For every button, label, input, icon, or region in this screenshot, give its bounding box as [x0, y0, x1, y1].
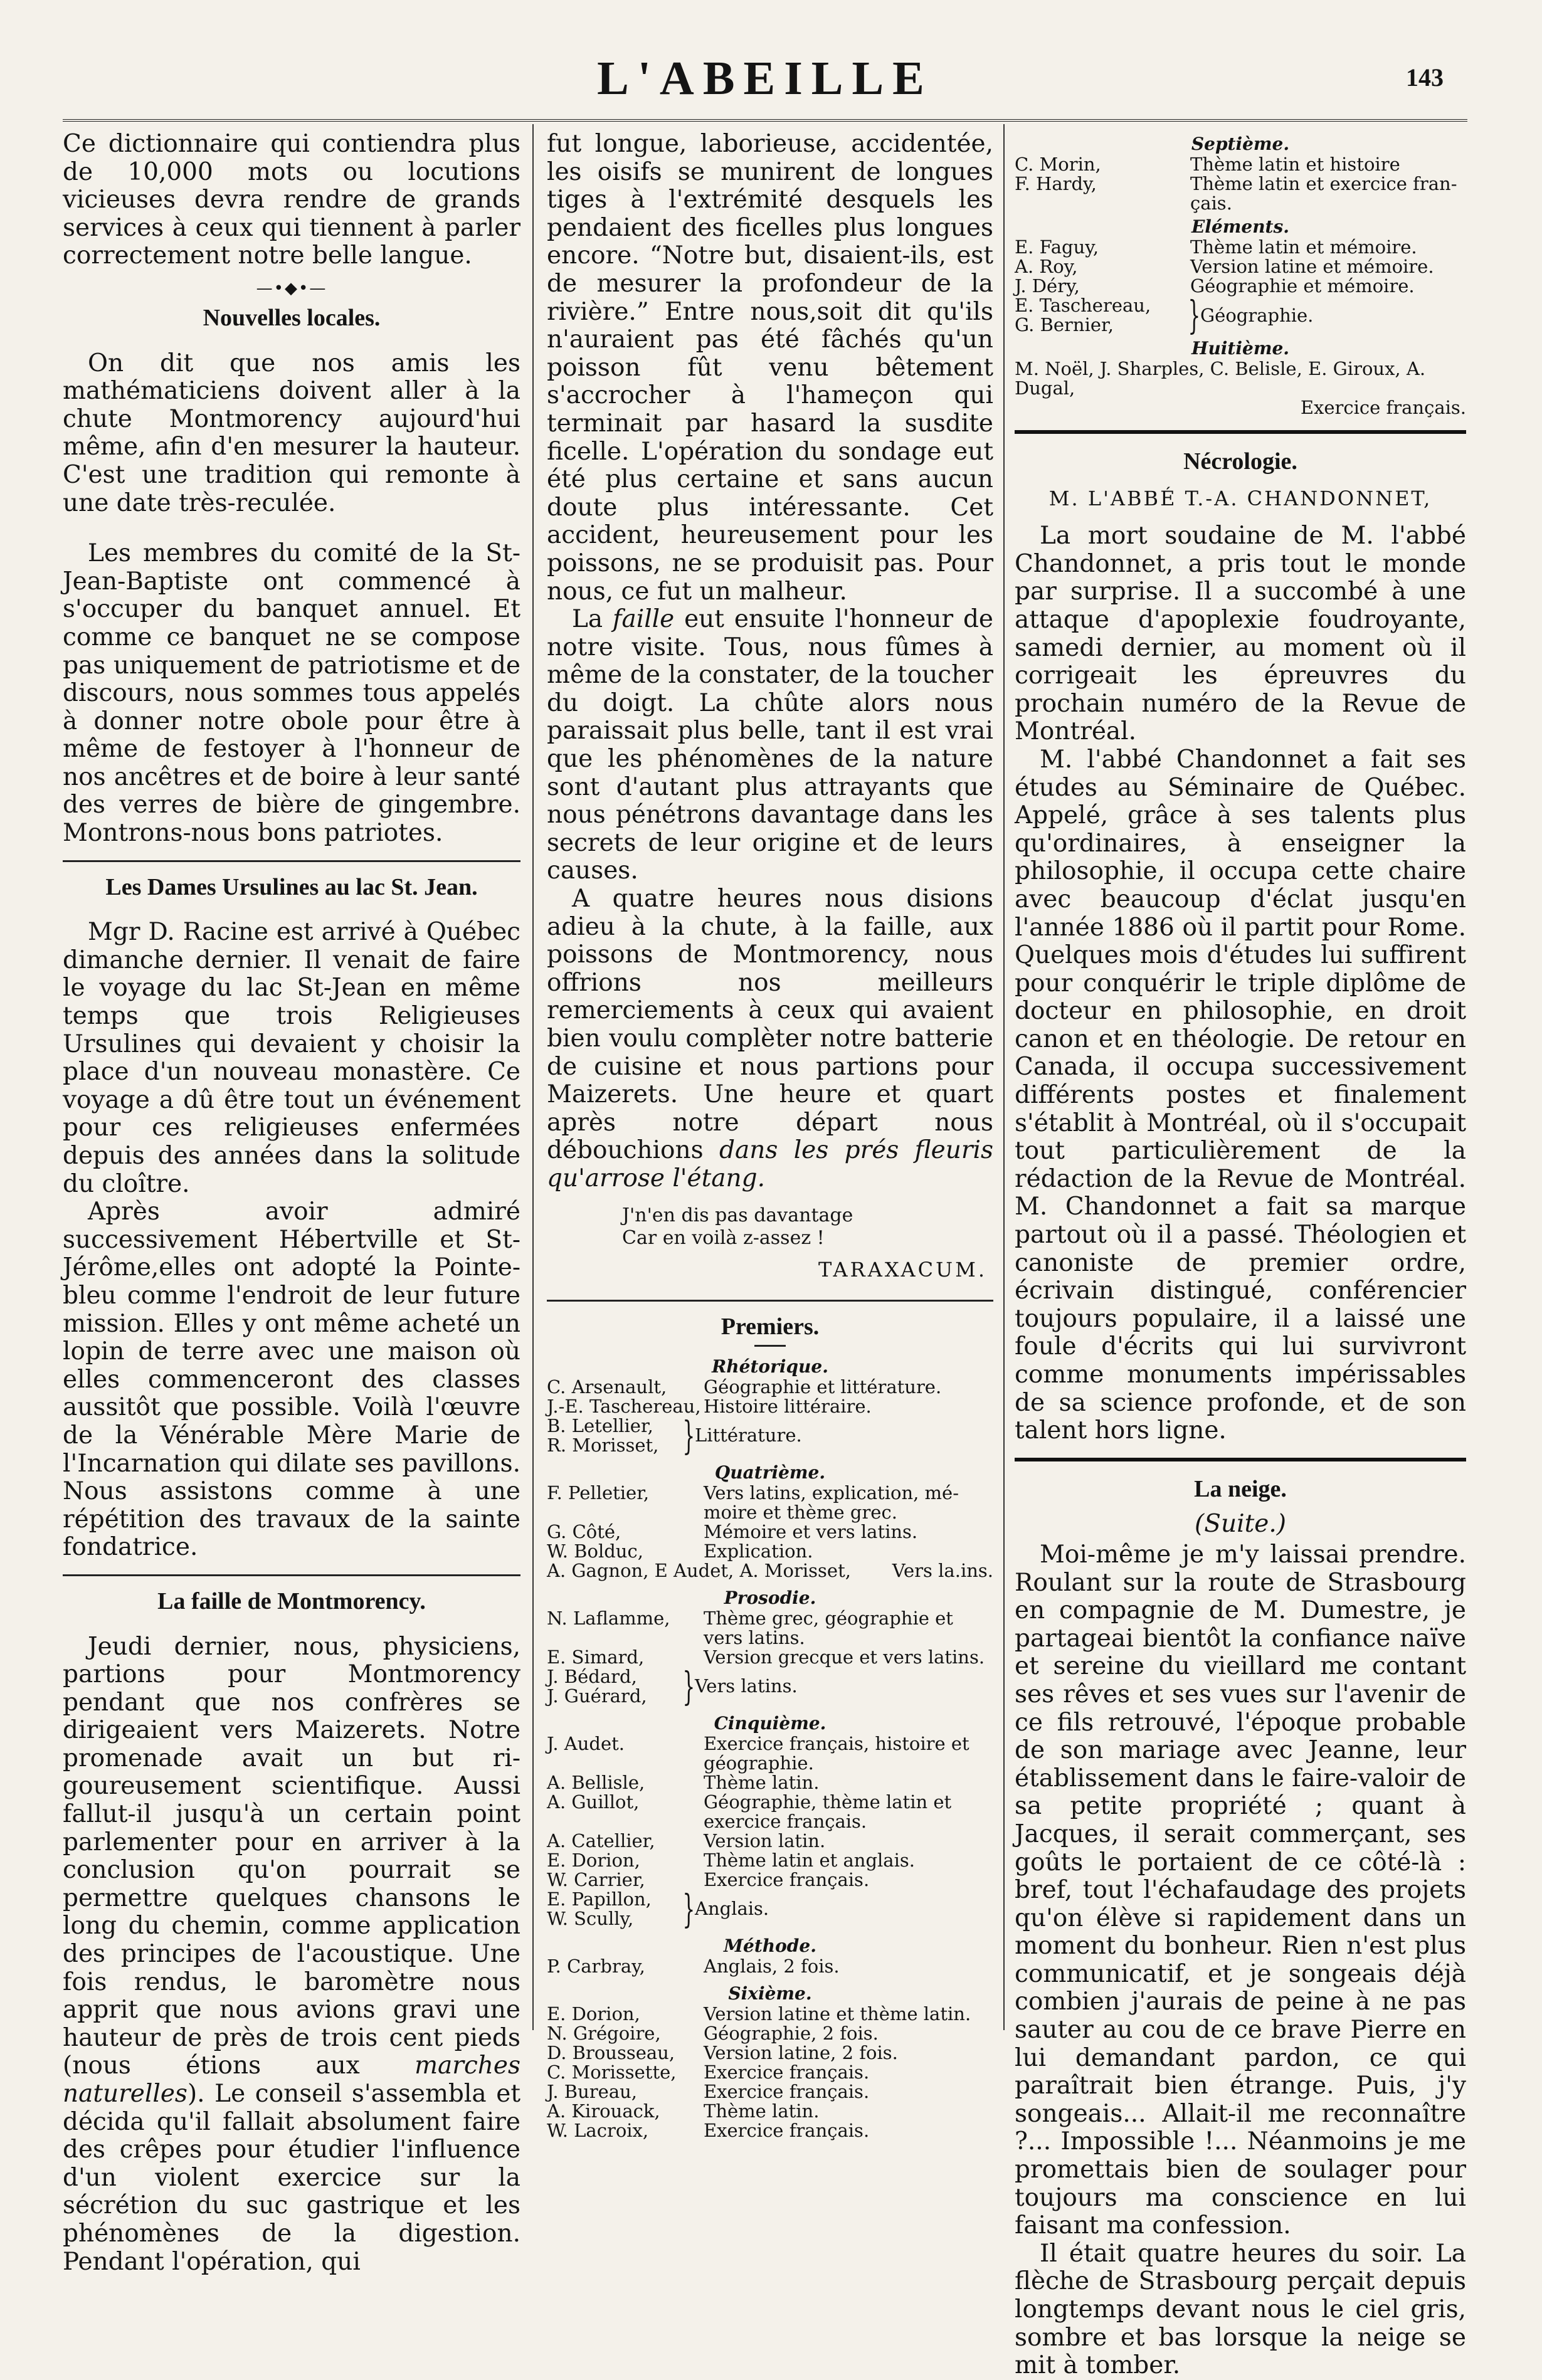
prize-row: [547, 2043, 993, 2063]
paragraph-necrologie-1: La mort soudaine de M. l'abbé Chandonnet, a pris tout le monde par surprise. Il a succombé à une attaque d'apoplexie foudroyante, samedi dernier, au moment où il corrigeait les épreuvres du prochain numéro de la Revue de Montréal.: [1015, 522, 1466, 746]
paragraph-adieu: [547, 885, 993, 1193]
prize-subject: Mémoire et vers latins.: [704, 1520, 918, 1542]
prize-subject: Exercice français.: [704, 2080, 870, 2102]
text-run: ). Le conseil s'assembla et décida qu'il fallait absolument faire des crêpes pour étudier l'influence d'un violent exercice sur la sécrétion du suc gastrique et les phénomènes de la digestion. Pendant l'opération, qui: [63, 2080, 520, 2276]
prize-subject: Version latine et mémoire.: [1190, 256, 1434, 277]
student-name: G. Bernier,: [1015, 314, 1114, 335]
student-names: M. Noël, J. Sharples, C. Belisle, E. Giroux, A. Dugal,: [1015, 358, 1426, 399]
student-name: N. Grégoire,: [547, 2022, 661, 2044]
paragraph-neige-1: Moi-même je m'y laissai prendre. Roulant sur la route de Strasbourg en compagnie de M. Dumestre, je partageai bientôt la confiance naïve et sereine du vieillard me contant ses rêves et ses vues sur l'avenir de ce fils retrouvé, l'époque probable de son mariage avec Jeanne, leur établissement dans le faire-valoir de sa petite propriété ; quant à Jacques, il serait commerçant, ses goûts le portaient de ce côté-là : bref, tout l'échafaudage des projets qu'on élève si rapidement dans un moment du bonheur. Rien n'est plus communicatif, et je songeais déjà combien j'aurais de peine à ne pas sauter au cou de ce brave Pierre en lui demandant pardon, ce qui paraîtrait bien étrange. Puis, j'y songeais... Allait-il me reconnaître ?... Impossible !... Néanmoins je me promettais bien de soulager pour toujours ma conscience en lui faisant ma confession.: [1015, 1540, 1466, 2240]
student-name: J. Bureau,: [547, 2080, 638, 2102]
italic-run: marches naturelles: [63, 2051, 520, 2108]
prize-row: [1015, 174, 1466, 213]
student-names: A. Gagnon, E Audet, A. Morisset,: [547, 1559, 851, 1581]
student-name: B. Letellier,: [547, 1414, 653, 1436]
italic-run: dans les prés fleuris qu'arrose l'étang.: [547, 1136, 993, 1193]
column-1: [63, 130, 520, 2276]
student-name: W. Carrier,: [547, 1868, 645, 1890]
prize-subject: Thème latin et exercice français.: [1190, 173, 1457, 214]
prize-row: [547, 1793, 993, 1831]
prize-subject: Anglais.: [695, 1898, 769, 1920]
prize-subject: Géographie, 2 fois.: [704, 2022, 879, 2044]
prize-row: [547, 1648, 993, 1667]
prize-row: [547, 1609, 993, 1648]
heading-neige: La neige.: [1194, 1475, 1287, 1502]
section-rule: [63, 1574, 520, 1576]
prize-subject: Vers latins.: [695, 1675, 798, 1697]
column-divider-2: [1003, 124, 1005, 2030]
prize-list: [547, 1357, 993, 2140]
necrologie-subheading: M. L'ABBÉ T.-A. CHANDONNET,: [1048, 486, 1432, 510]
prize-subject: Histoire littéraire.: [704, 1395, 872, 1417]
student-name: D. Brousseau,: [547, 2041, 675, 2063]
prize-row: [1015, 257, 1466, 276]
section-rule: [1015, 1458, 1466, 1461]
short-dash: [754, 1345, 786, 1347]
prize-category: Huitième.: [1191, 338, 1290, 359]
prize-row: [1015, 359, 1466, 418]
student-name: C. Morin,: [1015, 154, 1101, 175]
student-name: E. Faguy,: [1015, 236, 1099, 258]
student-name: W. Scully,: [547, 1907, 634, 1929]
brace-glyph: }: [682, 1885, 695, 1932]
heading-faille: La faille de Montmorency.: [157, 1588, 426, 1614]
prize-row: [547, 1773, 993, 1793]
prize-row: [547, 2004, 993, 2024]
student-name: J. Audet.: [547, 1732, 625, 1754]
student-name: F. Pelletier,: [547, 1482, 650, 1503]
ornament-separator: —•◆•—: [256, 278, 327, 298]
student-name: E. Dorion,: [547, 1849, 640, 1871]
prize-row: [547, 1483, 993, 1522]
student-name: A. Bellisle,: [547, 1771, 645, 1793]
student-name: F. Hardy,: [1015, 173, 1097, 194]
prize-row: [547, 1734, 993, 1773]
prize-row: [547, 2102, 993, 2121]
student-name: E. Dorion,: [547, 2003, 640, 2025]
prize-subject: Vers la.ins.: [892, 1559, 993, 1581]
column-2: [547, 130, 993, 2140]
prize-row: [547, 1522, 993, 1542]
prize-category: Méthode.: [724, 1935, 816, 1956]
names-group: [1015, 296, 1184, 335]
prize-group: [547, 1412, 993, 1458]
student-name: A. Guillot,: [547, 1791, 640, 1813]
prize-subject: Thème grec, géographie et vers latins.: [704, 1607, 953, 1648]
heading-premiers: Premiers.: [721, 1314, 820, 1340]
student-name: J. Guérard,: [547, 1685, 647, 1707]
prize-subject: Exercice français, histoire et géographie.: [704, 1732, 969, 1774]
prize-subject: Géographie, thème latin et exercice français.: [704, 1791, 952, 1832]
prize-row: [547, 1870, 993, 1890]
names-group: [547, 1416, 679, 1455]
student-name: J. Bédard,: [547, 1665, 637, 1687]
italic-run: faille: [613, 605, 675, 634]
prize-subject: Version latin.: [704, 1830, 826, 1851]
prize-row: [1015, 276, 1466, 296]
paragraph-ursulines-1: Mgr D. Racine est arrivé à Québec dimanche dernier. Il venait de faire le voyage du lac St-Jean en même temps que trois Religieuses Ursulines qui devaient y choisir la place d'un nouveau monastère. Ce voyage a dû être tout un événement pour ces religieuses enfermées depuis des années dans la solitude du cloître.: [63, 918, 520, 1198]
student-name: E. Simard,: [547, 1646, 645, 1668]
verse-line: J'n'en dis pas davantage: [622, 1204, 853, 1226]
prize-row: [1015, 155, 1466, 174]
student-name: C. Morissette,: [547, 2061, 677, 2083]
prize-row: [547, 1542, 993, 1561]
prize-subject: Thème latin et histoire: [1190, 154, 1400, 175]
prize-subject: Exercice français.: [704, 2061, 870, 2083]
prize-category: Septième.: [1191, 134, 1290, 154]
text-run: A quatre heures nous disions adieu à la chute, à la faille, aux poissons de Montmorency, nous offrions nos meilleurs remerciements à ceux qui avaient bien voulu complèter notre batterie de cuisine et nous partions pour Maizerets. Une heure et quart après notre départ nous débouchions: [547, 885, 993, 1165]
prize-group: [547, 1885, 993, 1932]
prize-row: [547, 2024, 993, 2043]
prize-row: [547, 2082, 993, 2102]
prize-category: Prosodie.: [724, 1587, 816, 1608]
prize-row: [547, 2063, 993, 2082]
prize-subject: Thème latin.: [704, 1771, 820, 1793]
prize-category: Quatrième.: [714, 1461, 826, 1483]
student-name: E. Taschereau,: [1015, 295, 1151, 316]
prize-row: [547, 1957, 993, 1976]
masthead: [75, 51, 1455, 114]
prize-subject: Exercice français.: [704, 2119, 870, 2141]
brace-glyph: }: [682, 1663, 695, 1709]
intro-paragraph: Ce dictionnaire qui contiendra plus de 10,000 mots ou locutions vicieuses devra rendre de grands services à ceux qui tiennent à parler correctement notre belle langue.: [63, 130, 520, 270]
prize-subject: Version grecque et vers latins.: [704, 1646, 985, 1668]
column-divider-1: [532, 124, 534, 2030]
student-name: A. Roy,: [1015, 256, 1078, 277]
heading-necrologie: Nécrologie.: [1183, 448, 1297, 475]
student-name: A. Kirouack,: [547, 2100, 660, 2122]
prize-subject: Thème latin et mémoire.: [1190, 236, 1417, 258]
prize-row: [547, 1397, 993, 1416]
heading-ursulines: Les Dames Ursulines au lac St. Jean.: [105, 873, 478, 900]
page-number: 143: [1406, 63, 1444, 92]
prize-row: [547, 1377, 993, 1397]
prize-subject: Vers latins, explication, mémoire et thème grec.: [704, 1482, 959, 1523]
prize-row: [547, 1831, 993, 1851]
prize-group: [547, 1663, 993, 1709]
prize-subject: Géographie.: [1200, 304, 1314, 326]
student-name: A. Catellier,: [547, 1830, 655, 1851]
prize-subject: Thème latin et anglais.: [704, 1849, 915, 1871]
paragraph-faille-visite: [547, 606, 993, 885]
student-name: W. Lacroix,: [547, 2119, 649, 2141]
student-name: E. Papillon,: [547, 1888, 652, 1910]
student-name: J. Déry,: [1015, 275, 1080, 297]
section-rule: [547, 1300, 993, 1302]
names-group: [547, 1890, 679, 1929]
paragraph-st-jean-baptiste: Les membres du comité de la St-Jean-Baptiste ont commencé à s'occuper du banquet annuel. Et comme ce banquet ne se compose pas uniquement de patriotisme et de discours, nous sommes tous appelés à donner notre obole pour être à même de festoyer à l'honneur de nos ancêtres et de boire à leur santé des verres de bière de gingembre. Montrons-nous bons patriotes.: [63, 539, 520, 848]
student-name: R. Morisset,: [547, 1434, 659, 1456]
section-rule: [1015, 430, 1466, 434]
prize-subject: Thème latin.: [704, 2100, 820, 2122]
prize-category: Sixième.: [728, 1982, 812, 2004]
column-3: [1015, 130, 1466, 2380]
paragraph-mathematiciens: On dit que nos amis les mathématiciens doivent aller à la chute Montmorency aujourd'hui même, afin d'en mesurer la hauteur. C'est une tradition qui remonte à une date très-reculée.: [63, 349, 520, 517]
student-name: G. Côté,: [547, 1520, 621, 1542]
author-signature: TARAXACUM.: [818, 1257, 987, 1282]
prize-subject: Version latine, 2 fois.: [704, 2041, 898, 2063]
prize-subject: Littérature.: [695, 1424, 802, 1446]
masthead-rule: [63, 119, 1467, 122]
prize-list-continued: [1015, 134, 1466, 418]
prize-subject: Géographie et mémoire.: [1190, 275, 1415, 297]
text-run: La: [572, 605, 603, 634]
prize-group: [1015, 292, 1466, 338]
brace-glyph: }: [682, 1412, 695, 1458]
prize-category: Cinquième.: [714, 1712, 826, 1734]
student-name: P. Carbray,: [547, 1955, 645, 1977]
brace-glyph: }: [1188, 292, 1201, 338]
prize-category: Eléments.: [1191, 216, 1290, 237]
student-name: W. Bolduc,: [547, 1540, 643, 1562]
prize-subject: Géographie et littérature.: [704, 1376, 942, 1398]
prize-row: [1015, 238, 1466, 257]
prize-category: Rhétorique.: [712, 1356, 828, 1377]
heading-nouvelles-locales: Nouvelles locales.: [203, 304, 381, 331]
prize-row: [547, 1851, 993, 1870]
paragraph-ursulines-2: Après avoir admiré successivement Hébertville et St-Jérôme,elles ont adopté la Pointe-bleu comme l'endroit de leur future mission. Elles y ont même acheté un lopin de terre avec une maison où elles commenceront des classes aussitôt que possible. Voilà l'œuvre de la Vénérable Mère Marie de l'Incarnation qui dilate ses pavillons. Nous assistons comme à une répétition des travaux de la sainte fondatrice.: [63, 1198, 520, 1562]
prize-subject: Exercice français.: [1300, 397, 1466, 418]
paragraph-neige-2: Il était quatre heures du soir. La flèche de Strasbourg perçait depuis longtemps devant nous le ciel gris, sombre et bas lorsque la neige se mit à tomber.: [1015, 2239, 1466, 2380]
student-name: C. Arsenault,: [547, 1376, 667, 1398]
prize-row: [547, 2121, 993, 2140]
prize-row: [547, 1561, 993, 1581]
prize-subject: Version latine et thème latin.: [704, 2003, 971, 2025]
text-run: eut ensuite l'honneur de notre visite. Tous, nous fûmes à même de la constater, de la toucher du doigt. La chûte alors nous paraissait plus belle, tant il est vrai que les phénomènes de la nature sont d'autant plus attrayants que nous pénétrons davantage dans les secrets de leur origine et de leurs causes.: [547, 605, 994, 885]
paragraph-continuation: fut longue, laborieuse, accidentée, les oisifs se munirent de longues tiges à l'extrémité desquels les pendaient des ficelles plus longues encore. “Notre but, disaient-ils, est de mesurer la profondeur de la rivière.” Entre nous,soit dit qu'ils n'auraient pas été fâchés qu'un poisson fût venu bêtement s'accrocher à l'hameçon qui terminait par hasard la susdite ficelle. L'opération du sondage eut été plus certaine et sans aucun doute plus intéressante. Cet accident, heureusement pour les poissons, ne se produisit pas. Pour nous, ce fut un malheur.: [547, 130, 993, 606]
student-name: N. Laflamme,: [547, 1607, 670, 1629]
student-name: J.-E. Taschereau,: [547, 1395, 701, 1417]
prize-subject: Exercice français.: [704, 1868, 870, 1890]
newspaper-title: L'ABEILLE: [597, 52, 933, 105]
paragraph-faille: [63, 1633, 520, 2277]
prize-subject: Anglais, 2 fois.: [704, 1955, 840, 1977]
verse-line: Car en voilà z-assez !: [622, 1226, 825, 1249]
paragraph-necrologie-2: M. l'abbé Chandonnet a fait ses études au Séminaire de Québec. Appelé, grâce à ses talents plus qu'ordinaires, à enseigner la philosophie, il occupa cette chaire avec beaucoup d'éclat jusqu'en l'année 1886 où il partit pour Rome. Quelques mois d'études lui suffirent pour conquérir le triple diplôme de docteur en philosophie, en droit canon et en théologie. De retour en Canada, il occupa successivement différents postes et finalement s'établit à Montréal, où il s'occupait tout particulièrement de la rédaction de la Revue de Montréal. M. Chandonnet a fait sa marque partout où il a passé. Théologien et canoniste de premier ordre, écrivain distingué, conférencier toujours populaire, il a laissé une foule d'écrits qui lui survivront comme monuments impérissables de sa science profonde, et de son talent hors ligne.: [1015, 745, 1466, 1445]
names-group: [547, 1667, 679, 1706]
section-rule: [63, 860, 520, 862]
text-run: Jeudi dernier, nous, physiciens, partions pour Montmorency pendant que nos confrères se dirigeaient vers Maizerets. Notre promenade avait un but rigoureusement scientifique. Aussi fallut-il jusqu'à un certain point parlementer pour en arriver à la conclusion qu'on pourrait se permettre quelques chansons le long du chemin, comme application des principes de l'acoustique. Une fois rendus, le baromètre nous apprit que nous avions gravi une hauteur de près de trois cent pieds (nous étions aux: [63, 1632, 520, 2080]
suite-label: (Suite.): [1195, 1510, 1286, 1539]
prize-subject: Explication.: [704, 1540, 813, 1562]
